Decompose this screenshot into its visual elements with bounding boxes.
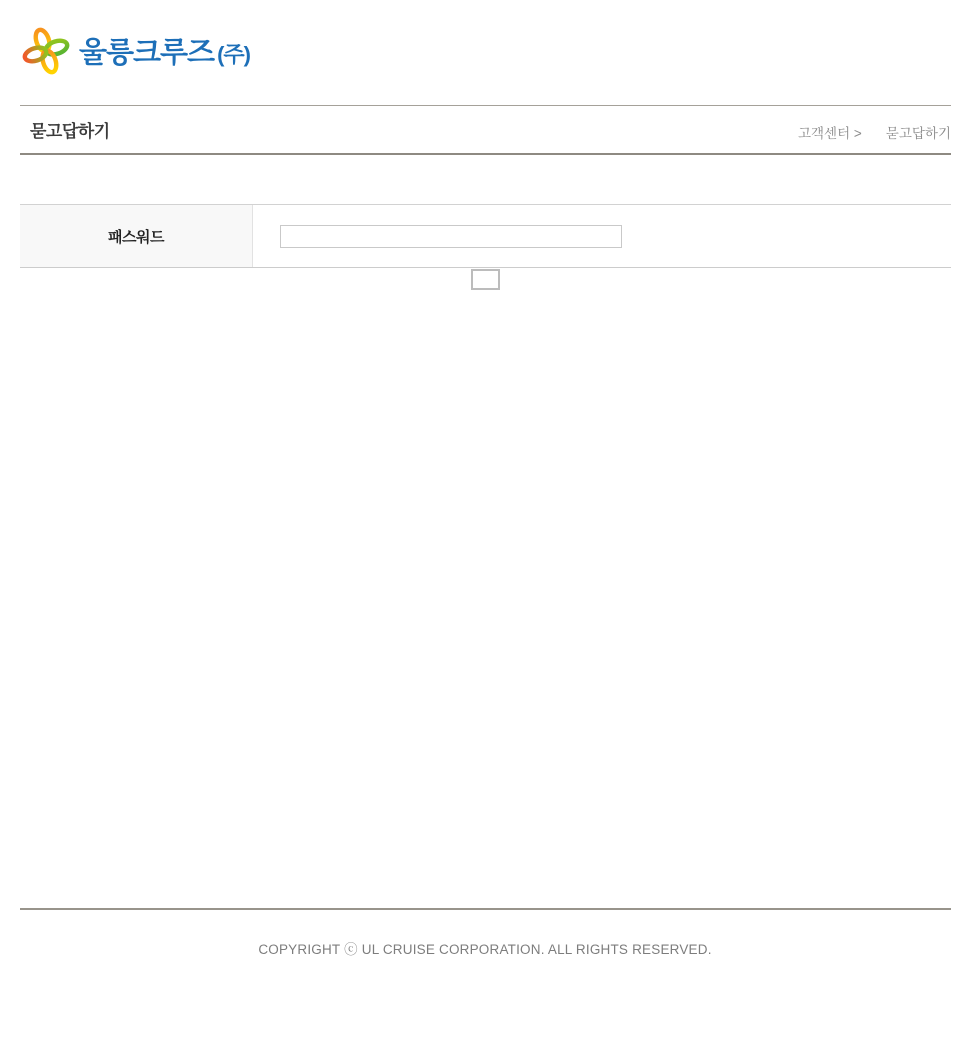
company-suffix: (주) bbox=[217, 42, 250, 67]
password-label: 패스워드 bbox=[20, 205, 253, 267]
company-name: 울릉크루즈 bbox=[79, 37, 215, 69]
titlebar-bottom-rule bbox=[20, 153, 951, 155]
copyright-text: COPYRIGHT ⓒ UL CRUISE CORPORATION. ALL RIGHTS RESERVED. bbox=[258, 942, 712, 957]
submit-button[interactable] bbox=[471, 269, 500, 290]
footer-rule bbox=[20, 908, 951, 910]
breadcrumb-customer-center[interactable]: 고객센터 > bbox=[797, 126, 862, 141]
breadcrumb-current-page[interactable]: 묻고답하기 bbox=[885, 126, 951, 141]
breadcrumb bbox=[798, 122, 951, 142]
password-form-table bbox=[20, 204, 951, 268]
password-input[interactable] bbox=[280, 225, 622, 248]
titlebar-top-rule bbox=[20, 105, 951, 106]
flower-ribbon-icon bbox=[22, 25, 70, 82]
page-title: 묻고답하기 bbox=[30, 122, 110, 141]
password-cell bbox=[253, 205, 951, 267]
company-logo[interactable] bbox=[22, 25, 250, 82]
